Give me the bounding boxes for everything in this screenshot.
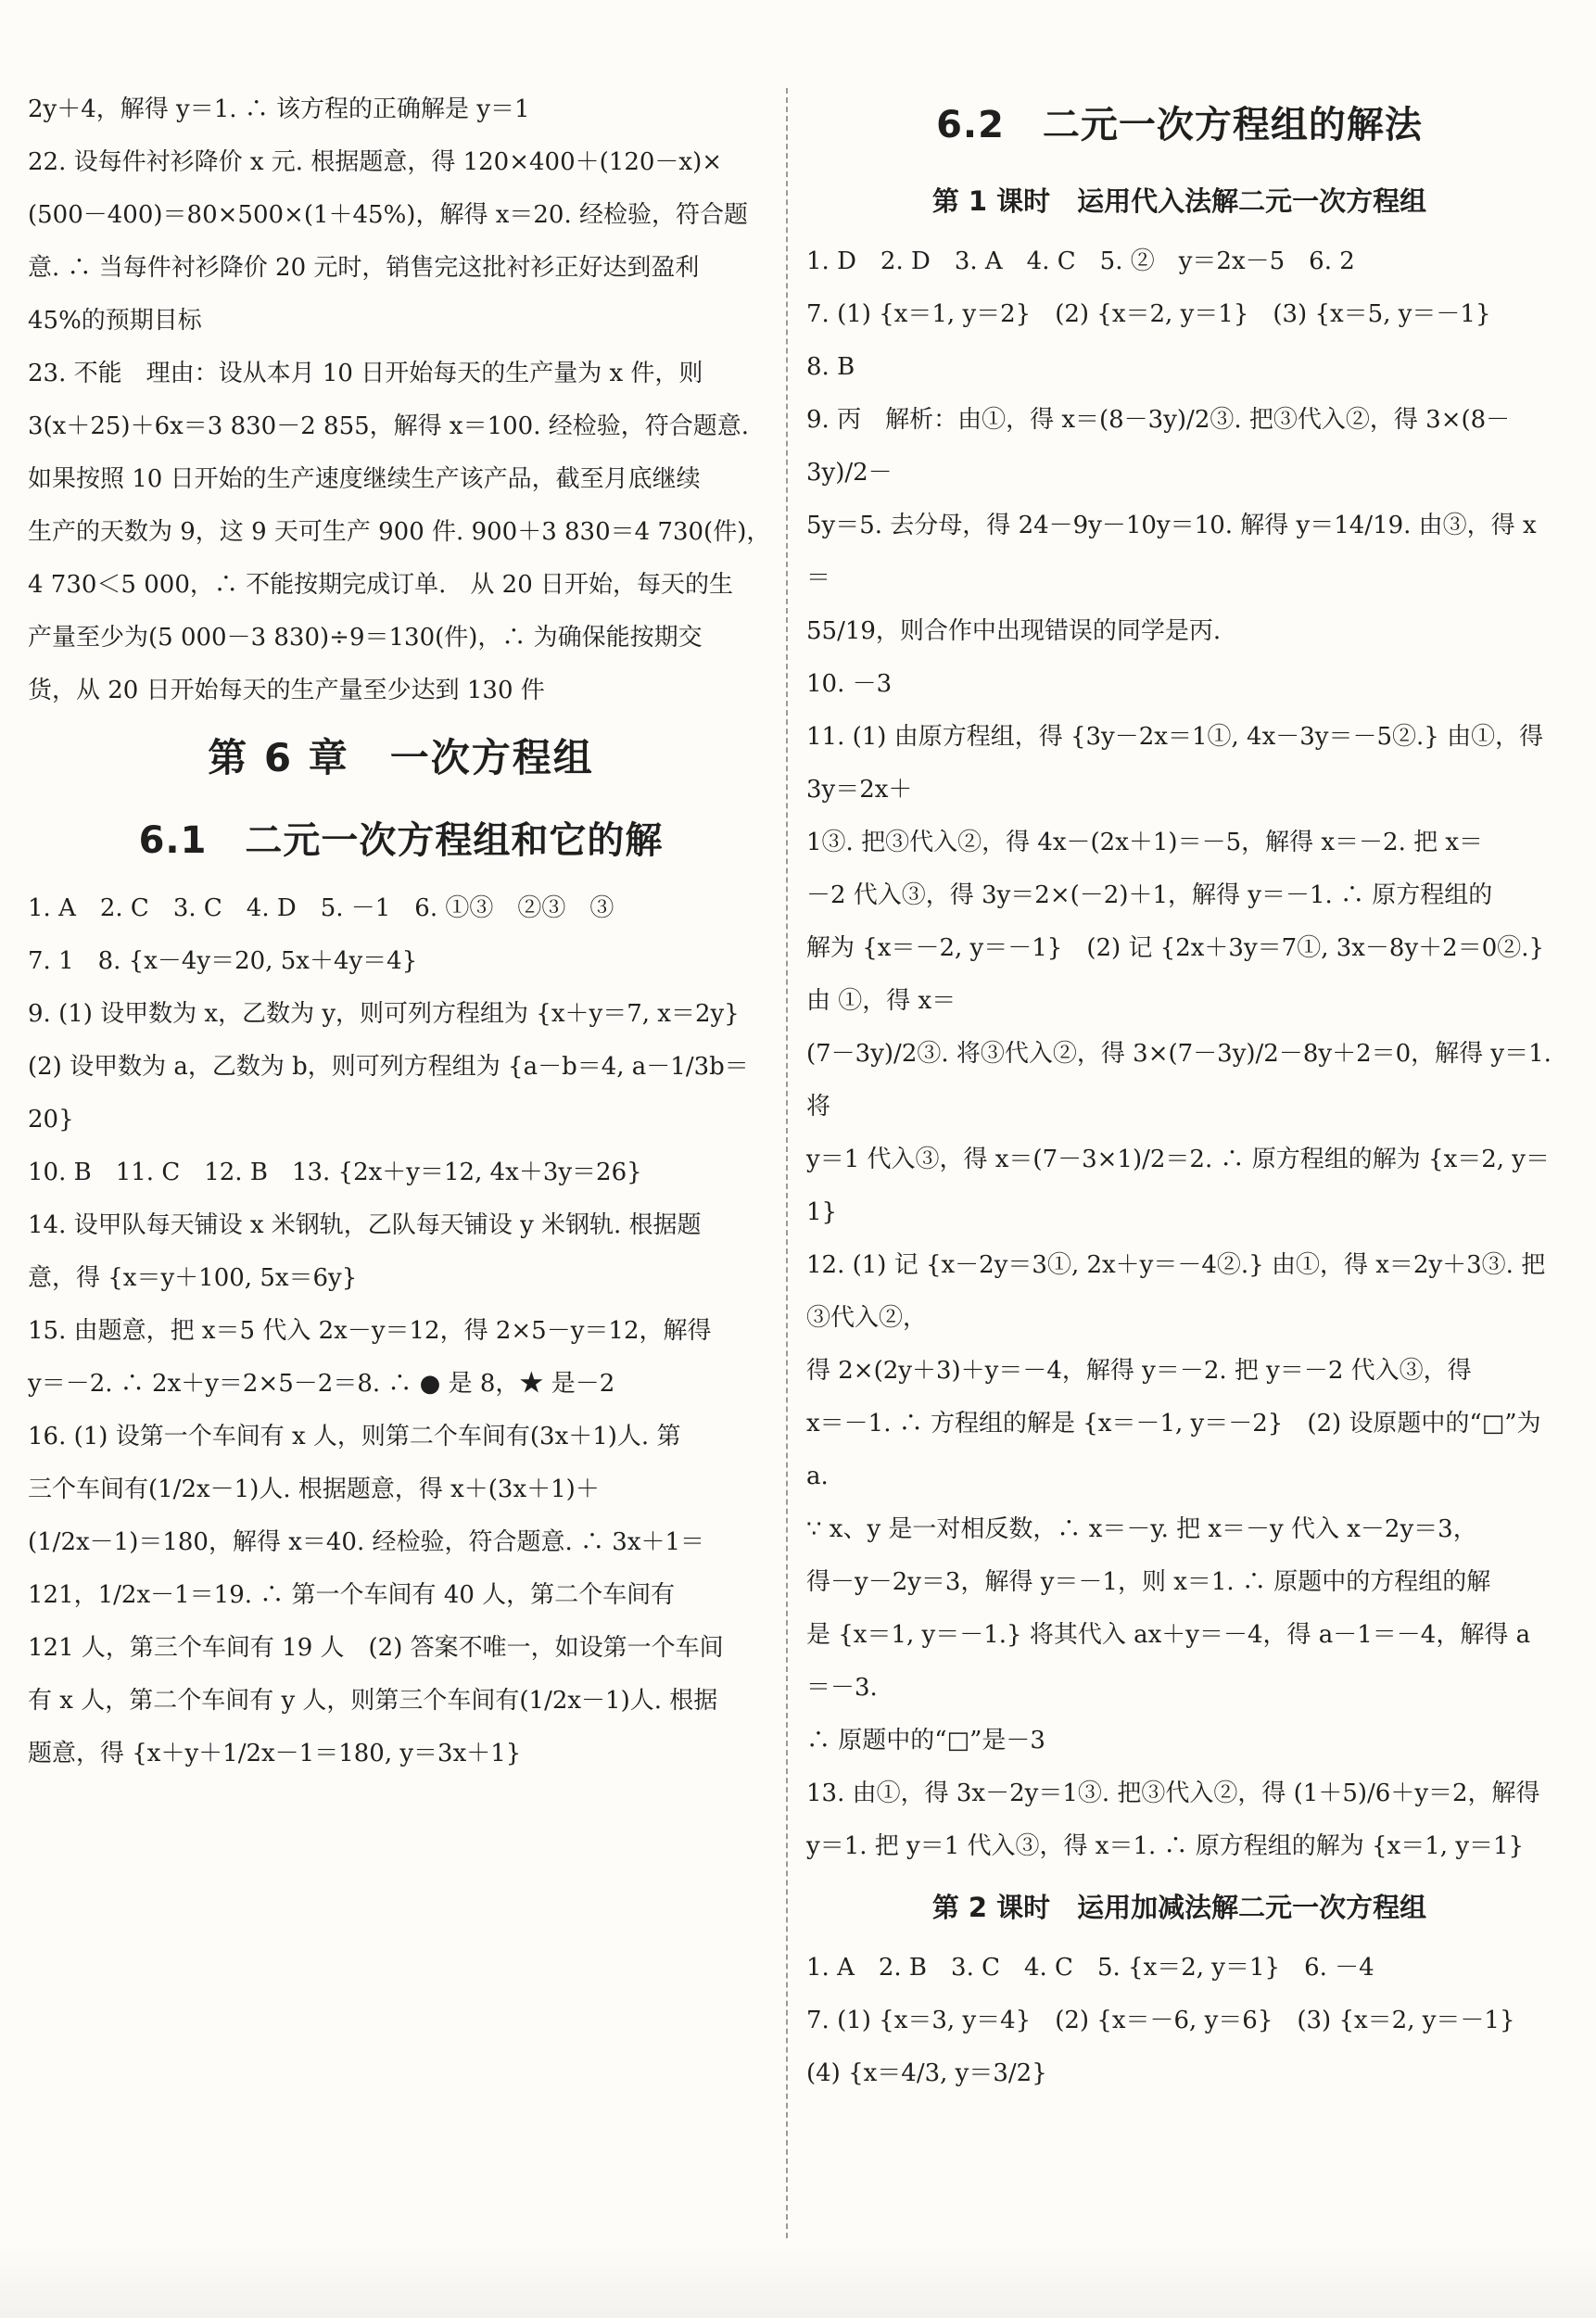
- answer-line: y＝－2. ∴ 2x＋y＝2×5－2＝8. ∴ ● 是 8，★ 是－2: [28, 1370, 615, 1398]
- answer-line: 2y＋4，解得 y＝1. ∴ 该方程的正确解是 y＝1: [28, 95, 530, 123]
- answer-line: ∴ 原题中的“□”是－3: [806, 1727, 1045, 1754]
- right-column: [806, 83, 1560, 2243]
- right-answers-lesson-1: [806, 235, 1560, 1873]
- answer-line: 7. (1) {x＝3, y＝4} (2) {x＝－6, y＝6} (3) {x＝2, y＝－1} (4) {x＝4/3, y＝3/2}: [806, 2007, 1539, 2087]
- answer-line: 1③. 把③代入②，得 4x－(2x＋1)＝－5，解得 x＝－2. 把 x＝: [806, 829, 1484, 856]
- answer-line: 3(x＋25)＋6x＝3 830－2 855，解得 x＝100. 经检验，符合题意.: [28, 412, 749, 440]
- answer-line: 4 730＜5 000，∴ 不能按期完成订单. 从 20 日开始，每天的生: [28, 571, 734, 599]
- answer-line: 15. 由题意，把 x＝5 代入 2x－y＝12，得 2×5－y＝12，解得: [28, 1317, 712, 1345]
- answer-line: 货，从 20 日开始每天的生产量至少达到 130 件: [28, 677, 545, 704]
- answer-line: 10. －3: [806, 670, 893, 698]
- answer-line: 意，得 {x＝y＋100, 5x＝6y}: [28, 1264, 358, 1292]
- answer-line: (500－400)＝80×500×(1＋45%)，解得 x＝20. 经检验，符合题: [28, 201, 748, 229]
- answer-line: 有 x 人，第二个车间有 y 人，则第三个车间有(1/2x－1)人. 根据: [28, 1687, 718, 1715]
- answer-line: x＝－1. ∴ 方程组的解是 {x＝－1, y＝－2} (2) 设原题中的“□”为 a.: [806, 1410, 1549, 1490]
- answer-line: 三个车间有(1/2x－1)人. 根据题意，得 x＋(3x＋1)＋: [28, 1476, 600, 1503]
- answer-line: (7－3y)/2③. 将③代入②，得 3×(7－3y)/2－8y＋2＝0，解得 y＝1. 将: [806, 1040, 1560, 1121]
- answer-line: 得－y－2y＝3，解得 y＝－1，则 x＝1. ∴ 原题中的方程组的解: [806, 1568, 1491, 1596]
- answer-line: 55/19，则合作中出现错误的同学是丙.: [806, 617, 1222, 645]
- column-divider: [786, 88, 788, 2238]
- answer-line: y＝1. 把 y＝1 代入③，得 x＝1. ∴ 原方程组的解为 {x＝1, y＝1}: [806, 1832, 1525, 1860]
- answer-line: 22. 设每件衬衫降价 x 元. 根据题意，得 120×400＋(120－x)×: [28, 148, 722, 176]
- answer-line: y＝1 代入③，得 x＝(7－3×1)/2＝2. ∴ 原方程组的解为 {x＝2, y＝1}: [806, 1146, 1550, 1226]
- answer-line: 是 {x＝1, y＝－1.} 将其代入 ax＋y＝－4，得 a－1＝－4，解得 a＝－3.: [806, 1621, 1531, 1702]
- answer-line: 生产的天数为 9，这 9 天可生产 900 件. 900＋3 830＝4 730(件)，: [28, 518, 771, 546]
- answer-line: 45%的预期目标: [28, 307, 202, 335]
- answer-line: 9. 丙 解析：由①，得 x＝(8－3y)/2③. 把③代入②，得 3×(8－3y)/2－: [806, 406, 1511, 487]
- answer-line: 产量至少为(5 000－3 830)÷9＝130(件)，∴ 为确保能按期交: [28, 624, 703, 652]
- answer-line: 1. A 2. C 3. C 4. D 5. －1 6. ①③ ②③ ③: [28, 894, 614, 922]
- answer-line: 9. (1) 设甲数为 x，乙数为 y，则可列方程组为 {x＋y＝7, x＝2y}: [28, 1000, 740, 1028]
- answer-line: 1. D 2. D 3. A 4. C 5. ② y＝2x－5 6. 2: [806, 247, 1355, 275]
- page-bottom-bleed: [0, 2244, 1596, 2318]
- answer-line: －2 代入③，得 3y＝2×(－2)＋1，解得 y＝－1. ∴ 原方程组的: [806, 881, 1493, 909]
- answer-line: 23. 不能 理由：设从本月 10 日开始每天的生产量为 x 件，则: [28, 360, 703, 387]
- answer-line: 121 人，第三个车间有 19 人 (2) 答案不唯一，如设第一个车间: [28, 1634, 724, 1662]
- answer-line: ∵ x、y 是一对相反数，∴ x＝－y. 把 x＝－y 代入 x－2y＝3，: [806, 1515, 1477, 1543]
- left-answers-part-b: [28, 882, 774, 1780]
- answer-line: 1. A 2. B 3. C 4. C 5. {x＝2, y＝1} 6. －4: [806, 1954, 1374, 1982]
- lesson-2-title: 第 2 课时 运用加减法解二元一次方程组: [931, 1892, 1427, 1923]
- answer-line: 13. 由①，得 3x－2y＝1③. 把③代入②，得 (1＋5)/6＋y＝2，解得: [806, 1780, 1540, 1807]
- answer-line: 7. (1) {x＝1, y＝2} (2) {x＝2, y＝1} (3) {x＝5, y＝－1}: [806, 300, 1491, 328]
- answer-line: 得 2×(2y＋3)＋y＝－4，解得 y＝－2. 把 y＝－2 代入③，得: [806, 1357, 1472, 1385]
- answer-line: 意. ∴ 当每件衬衫降价 20 元时，销售完这批衬衫正好达到盈利: [28, 254, 700, 282]
- right-answers-lesson-2: [806, 1942, 1552, 2100]
- section-title-6-2: 6.2 二元一次方程组的解法: [936, 104, 1423, 146]
- answer-line: 5y＝5. 去分母，得 24－9y－10y＝10. 解得 y＝14/19. 由③，得 x＝: [806, 512, 1537, 592]
- answer-line: (2) 设甲数为 a，乙数为 b，则可列方程组为 {a－b＝4, a－1/3b＝20}: [28, 1053, 749, 1134]
- chapter-title: 第 6 章 一次方程组: [208, 735, 594, 780]
- answer-line: 解为 {x＝－2, y＝－1} (2) 记 {2x＋3y＝7①, 3x－8y＋2＝0②.} 由 ①，得 x＝: [806, 934, 1552, 1015]
- answer-line: 12. (1) 记 {x－2y＝3①, 2x＋y＝－4②.} 由①，得 x＝2y＋3③. 把③代入②，: [806, 1251, 1546, 1332]
- answer-line: 16. (1) 设第一个车间有 x 人，则第二个车间有(3x＋1)人. 第: [28, 1423, 681, 1450]
- answer-line: 题意，得 {x＋y＋1/2x－1＝180, y＝3x＋1}: [28, 1740, 522, 1767]
- lesson-1-title: 第 1 课时 运用代入法解二元一次方程组: [931, 185, 1427, 217]
- left-answers-part-a: [28, 83, 774, 717]
- answer-line: 7. 1 8. {x－4y＝20, 5x＋4y＝4}: [28, 947, 418, 975]
- answer-line: 11. (1) 由原方程组，得 {3y－2x＝1①, 4x－3y＝－5②.} 由①，得 3y＝2x＋: [806, 723, 1552, 804]
- answer-line: 10. B 11. C 12. B 13. {2x＋y＝12, 4x＋3y＝26}: [28, 1159, 642, 1186]
- answer-line: 14. 设甲队每天铺设 x 米钢轨，乙队每天铺设 y 米钢轨. 根据题: [28, 1211, 702, 1239]
- answer-line: 121，1/2x－1＝19. ∴ 第一个车间有 40 人，第二个车间有: [28, 1581, 676, 1609]
- answer-line: 8. B: [806, 353, 855, 381]
- answer-line: (1/2x－1)＝180，解得 x＝40. 经检验，符合题意. ∴ 3x＋1＝: [28, 1528, 705, 1556]
- section-title-6-1: 6.1 二元一次方程组和它的解: [138, 819, 664, 862]
- answer-line: 如果按照 10 日开始的生产速度继续生产该产品，截至月底继续: [28, 465, 701, 493]
- left-column: [28, 83, 774, 2243]
